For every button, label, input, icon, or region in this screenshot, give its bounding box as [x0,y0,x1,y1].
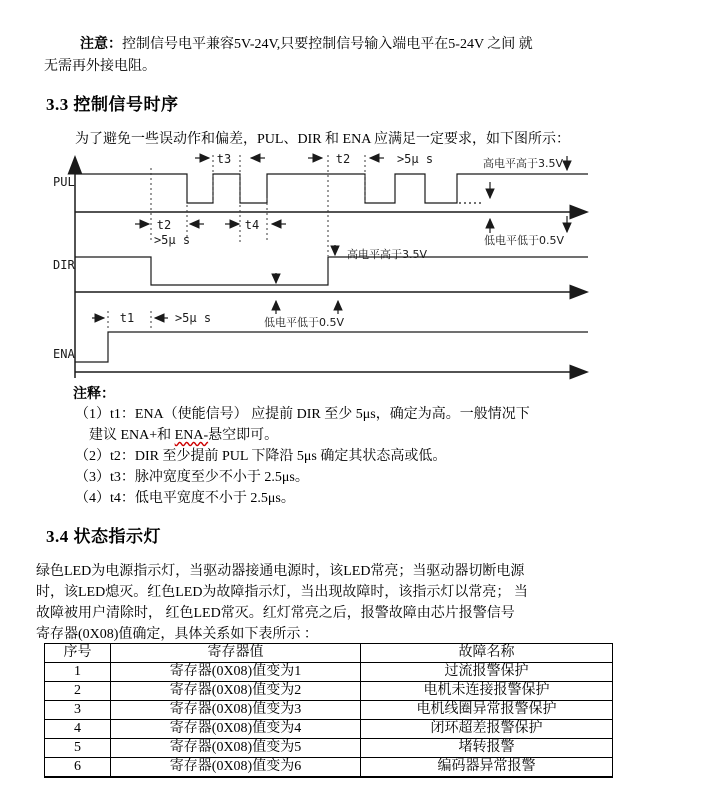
duration-label-5us-ena: >5μ s [174,311,212,325]
annotation-high-level-pul: 高电平高于3.5V [483,157,564,170]
led-paragraph-line-1: 绿色LED为电源指示灯，当驱动器接通电源时，该LED常亮；当驱动器切断电源 [36,564,525,579]
note-item-2: （2）t2：DIR 至少提前 PUL 下降沿 5μs 确定其状态高或低。 [75,449,447,464]
cell-index: 3 [45,701,111,720]
cell-fault: 电机未连接报警保护 [361,682,613,701]
table-row [45,663,613,682]
signal-label-pul: PUL [53,175,75,189]
dotted-guides [108,155,365,331]
cell-register: 寄存器(0X08)值变为1 [111,663,361,682]
section-3-3-intro: 为了避免一些误动作和偏差，PUL、DIR 和 ENA 应满足一定要求，如下图所示： [75,132,571,147]
table-row [45,758,613,778]
cell-index: 1 [45,663,111,682]
cell-fault: 编码器异常报警 [361,758,613,778]
cell-index: 6 [45,758,111,778]
note-item-1b-post: 悬空即可。 [208,428,279,443]
timing-label-t2-top: t2 [335,152,351,166]
timing-label-t3: t3 [216,152,232,166]
section-3-4-heading: 3.4 状态指示灯 [46,527,161,546]
note-item-1-cont [89,427,278,444]
note-item-4: （4）t4：低电平宽度不小于 2.5μs。 [75,491,295,506]
cell-fault: 过流报警保护 [361,663,613,682]
note-line-2: 无需再外接电阻。 [44,59,156,74]
fault-table [44,643,613,778]
note-item-3: （3）t3：脉冲宽度至少不小于 2.5μs。 [75,470,309,485]
cell-index: 2 [45,682,111,701]
annotation-low-level-pul: 低电平低于0.5V [483,234,565,247]
timing-label-t4: t4 [244,218,260,232]
led-paragraph-line-3: 故障被用户清除时， 红色LED常灭。红灯常亮之后，报警故障由芯片报警信号 [36,606,515,621]
cell-index: 4 [45,720,111,739]
col-header-register: 寄存器值 [111,644,361,663]
cell-register: 寄存器(0X08)值变为3 [111,701,361,720]
section-3-3-heading: 3.3 控制信号时序 [46,95,179,114]
signal-label-dir: DIR [53,258,75,272]
table-row [45,682,613,701]
led-paragraph-line-4: 寄存器(0X08)值确定，具体关系如下表所示 ： [36,627,318,642]
signal-label-ena: ENA [53,347,75,361]
cell-fault: 堵转报警 [361,739,613,758]
led-paragraph-line-2: 时，该LED熄灭。红色LED为故障指示灯，当出现故障时，该指示灯以常亮； 当 [36,585,528,600]
col-header-index: 序号 [45,644,111,663]
cell-fault: 电机线圈异常报警保护 [361,701,613,720]
timing-label-t1: t1 [119,311,135,325]
table-header-row [45,644,613,663]
cell-register: 寄存器(0X08)值变为6 [111,758,361,778]
col-header-fault: 故障名称 [361,644,613,663]
table-row [45,720,613,739]
notes-heading: 注释： [73,387,115,402]
cell-register: 寄存器(0X08)值变为5 [111,739,361,758]
duration-label-5us-t2: >5μ s [153,233,191,247]
waveform-pul [75,174,588,203]
cell-register: 寄存器(0X08)值变为4 [111,720,361,739]
cell-index: 5 [45,739,111,758]
waveform-dir [75,257,588,285]
note-label: 注意： [80,37,122,52]
annotation-high-level-dir: 高电平高于3.5V [347,248,428,261]
cell-fault: 闭环超差报警保护 [361,720,613,739]
cell-register: 寄存器(0X08)值变为2 [111,682,361,701]
note-line-1 [80,36,533,53]
note-item-1b-spellcheck: ENA- [174,428,209,443]
annotation-low-level-dir: 低电平低于0.5V [263,316,345,329]
note-item-1b-pre: 建议 ENA+和 [89,428,175,443]
note-item-1: （1）t1：ENA（使能信号） 应提前 DIR 至少 5μs，确定为高。一般情况下 [75,407,530,422]
waveform-ena [75,332,588,362]
timing-diagram [40,148,640,385]
duration-label-5us-top: >5μ s [396,152,434,166]
table-row [45,739,613,758]
table-row [45,701,613,720]
timing-label-t2: t2 [156,218,172,232]
note-text: 控制信号电平兼容5V-24V,只要控制信号输入端电平在5-24V 之间 就 [122,37,533,52]
